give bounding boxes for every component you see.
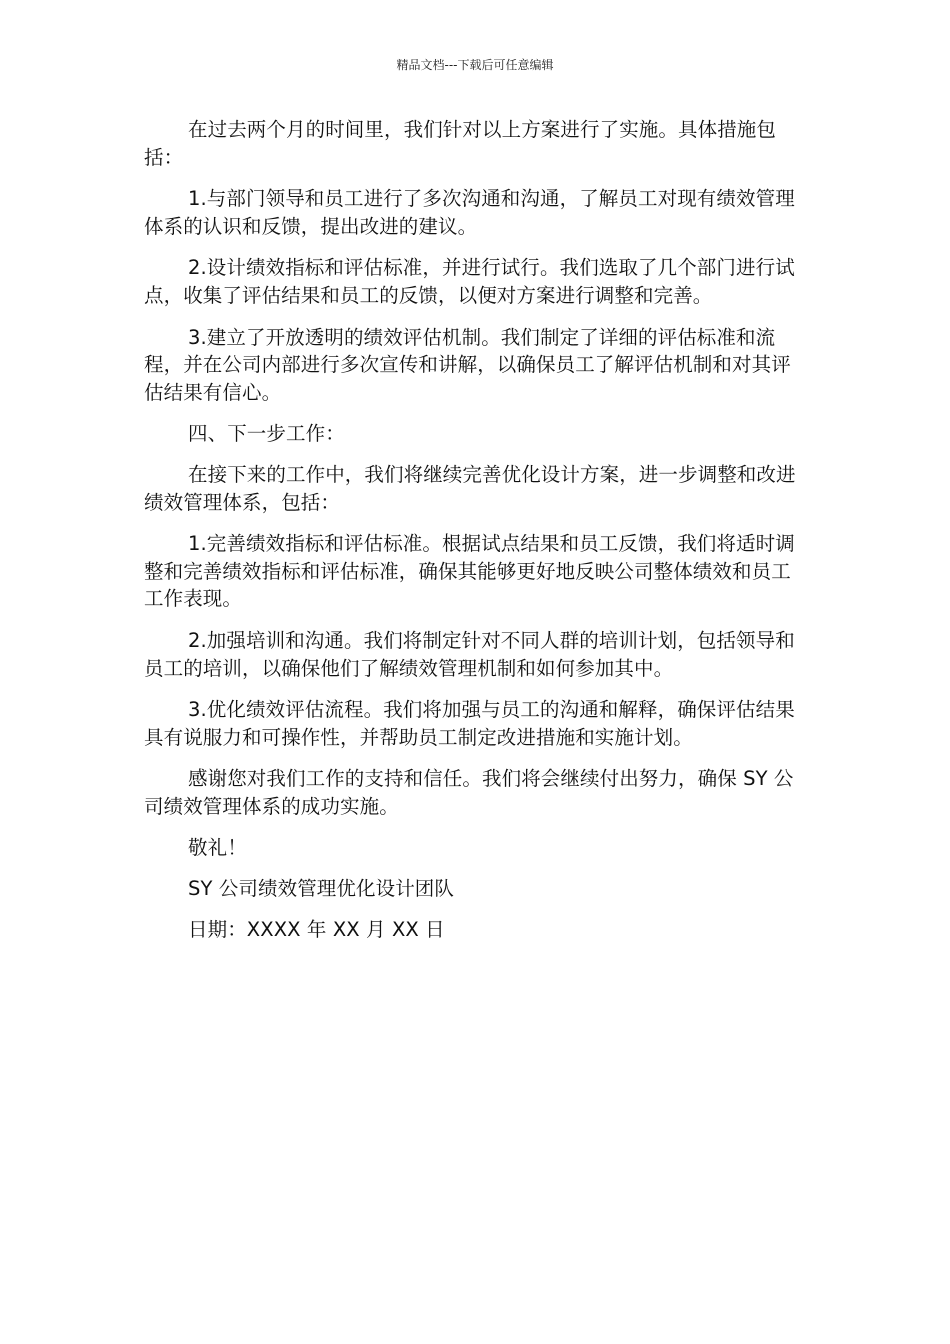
signature-date: 日期：XXXX 年 XX 月 XX 日 <box>188 917 445 941</box>
closing-salutation: 敬礼！ <box>188 836 247 860</box>
paragraph-plan-3: 3.优化绩效评估流程。我们将加强与员工的沟通和解释，确保评估结果具有说服力和可操作性，并帮助员工制定改进措施和实施计划。 <box>144 698 795 749</box>
paragraph-thanks: 感谢您对我们工作的支持和信任。我们将会继续付出努力，确保 SY 公司绩效管理体系的成功实施。 <box>144 767 794 818</box>
paragraph-next-intro: 在接下来的工作中，我们将继续完善优化设计方案，进一步调整和改进绩效管理体系，包括： <box>144 462 796 514</box>
document-body <box>144 116 804 956</box>
signature-team: SY 公司绩效管理优化设计团队 <box>188 877 454 901</box>
paragraph-measure-2: 2.设计绩效指标和评估标准，并进行试行。我们选取了几个部门进行试点，收集了评估结果和员工的反馈，以便对方案进行调整和完善。 <box>144 256 795 307</box>
page-header: 精品文档---下载后可任意编辑 <box>396 58 554 72</box>
paragraph-plan-1: 1.完善绩效指标和评估标准。根据试点结果和员工反馈，我们将适时调整和完善绩效指标和评估标准，确保其能够更好地反映公司整体绩效和员工工作表现。 <box>144 532 795 611</box>
paragraph-measure-3: 3.建立了开放透明的绩效评估机制。我们制定了详细的评估标准和流程，并在公司内部进行多次宣传和讲解，以确保员工了解评估机制和对其评估结果有信心。 <box>144 325 791 404</box>
paragraph-measure-1: 1.与部门领导和员工进行了多次沟通和沟通，了解员工对现有绩效管理体系的认识和反馈，提出改进的建议。 <box>144 187 795 238</box>
paragraph-intro: 在过去两个月的时间里，我们针对以上方案进行了实施。具体措施包括： <box>144 118 777 169</box>
paragraph-plan-2: 2.加强培训和沟通。我们将制定针对不同人群的培训计划，包括领导和员工的培训，以确保他们了解绩效管理机制和如何参加其中。 <box>144 628 795 680</box>
section-heading-next-steps: 四、下一步工作： <box>188 422 345 446</box>
